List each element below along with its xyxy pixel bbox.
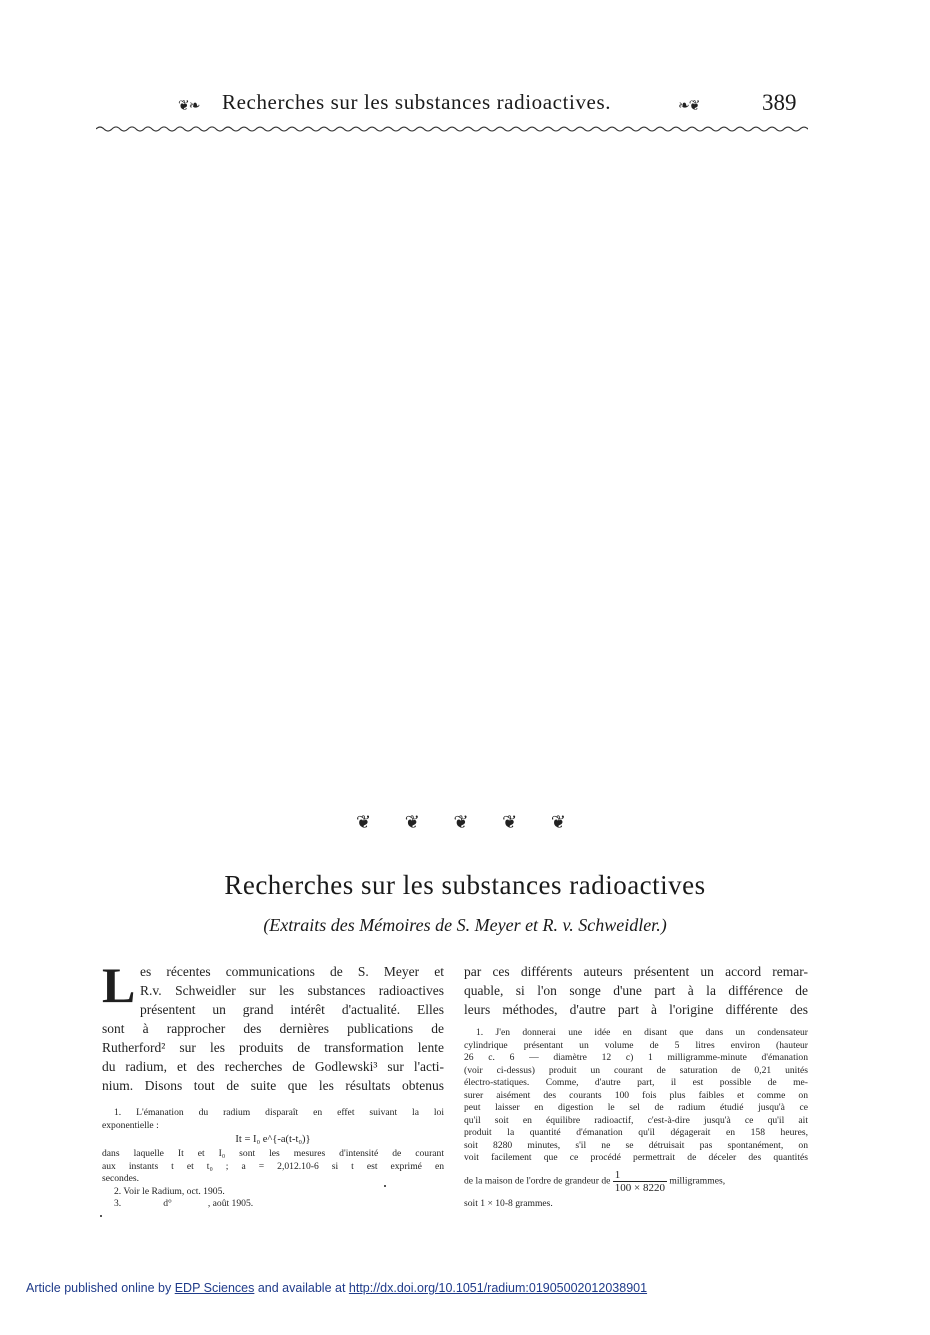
footnote-line: 1. L'émanation du radium disparaît en effet suivant la loi	[114, 1107, 444, 1118]
fraction-denominator: 100 × 8220	[614, 1181, 665, 1194]
fleuron-icon: ❦	[356, 812, 372, 833]
ornament-right-icon: ❧❦	[678, 98, 700, 114]
footnote-ditto: d°	[163, 1198, 172, 1209]
footnote-line: voit facilement que ce procédé permettrait de déceler des quantités	[464, 1152, 808, 1163]
footnote-line: soit 1 × 10-8 grammes.	[464, 1197, 553, 1209]
publisher-link[interactable]: EDP Sciences	[174, 1281, 255, 1295]
footnote-line: produit la quantité d'émanation qu'il dégagerait en 158 heures,	[464, 1127, 808, 1138]
article-title: Recherches sur les substances radioactives	[224, 870, 706, 900]
footnote-line: (voir ci-dessus) produit un courant de saturation de 0,21 unités	[464, 1064, 808, 1076]
footnote-line: électro-statiques. Comme, d'autre part, il est possible de me-	[464, 1077, 808, 1088]
footnote-line: 2. Voir le Radium, oct. 1905.	[114, 1185, 225, 1197]
right-column	[464, 962, 808, 1210]
body-line: R.v. Schweidler sur les substances radioactives	[140, 983, 444, 998]
footnote-line: exponentielle :	[102, 1119, 159, 1131]
scan-speck	[100, 1215, 102, 1217]
page-number: 389	[762, 90, 797, 115]
running-head	[0, 88, 930, 122]
fraction-numerator: 1	[613, 1169, 667, 1182]
wavy-rule-divider	[96, 124, 808, 134]
footnote-line: 26 c. 6 — diamètre 12 c) 1 milligramme-minute d'émanation	[464, 1052, 808, 1063]
fleuron-icon: ❦	[502, 812, 518, 833]
fraction	[613, 1169, 667, 1194]
article-subtitle: (Extraits des Mémoires de S. Meyer et R. v. Schweidler.)	[263, 915, 667, 935]
footnote-line: surer aisément des courants 100 fois plus faibles et comme on	[464, 1089, 808, 1101]
footnote-line: qu'il soit en équilibre radioactif, c'est-à-dire jusqu'à ce qu'il ait	[464, 1114, 808, 1126]
opening-paragraph	[102, 957, 444, 1095]
footnotes-right	[464, 1027, 808, 1210]
footnote-line: peut laisser en digestion le sel de radium étudié jusqu'à ce	[464, 1102, 808, 1113]
body-line: présentent un grand intérêt d'actualité. Elles	[140, 1002, 444, 1017]
drop-cap: L	[102, 957, 136, 1013]
doi-link[interactable]: http://dx.doi.org/10.1051/radium:01905002012038901	[348, 1281, 648, 1295]
footnote-line: dans laquelle It et I₀ sont les mesures d'intensité de courant	[102, 1148, 444, 1159]
footnote-fraction-line	[464, 1169, 808, 1194]
fleuron-icon: ❦	[453, 812, 469, 833]
body-line: sont à rapprocher des dernières publications de	[102, 1021, 444, 1036]
footnote-text: de la maison de l'ordre de grandeur de	[464, 1175, 611, 1187]
footnote-line: 1. J'en donnerai une idée en disant que dans un condensateur	[476, 1027, 808, 1038]
fleuron-icon: ❦	[550, 812, 566, 833]
body-line: du radium, et des recherches de Godlewski³ sur l'acti-	[102, 1059, 444, 1074]
body-line: nium. Disons tout de suite que les résultats obtenus	[102, 1078, 444, 1093]
footnote-line	[102, 1198, 444, 1211]
scan-speck	[384, 1185, 386, 1187]
footnote-date: , août 1905.	[207, 1198, 254, 1209]
fleuron-icon: ❦	[404, 812, 420, 833]
footnote-line: soit 8280 minutes, s'il ne se détruisait pas spontanément, on	[464, 1139, 808, 1151]
footnote-line: aux instants t et t₀ ; a = 2,012.10-6 si t est exprimé en	[102, 1160, 444, 1172]
footnote-formula: It = I₀ e^{-a(t-t₀)}	[235, 1134, 311, 1145]
publication-footer	[26, 1281, 647, 1295]
footer-middle: and available at	[254, 1281, 349, 1295]
footer-prefix: Article published online by	[26, 1281, 175, 1295]
footnote-line: secondes.	[102, 1173, 140, 1184]
footnote-number: 3.	[114, 1198, 122, 1209]
footnotes-left	[102, 1107, 444, 1211]
footnote-line: cylindrique présentant un volume de 5 litres environ (hauteur	[464, 1039, 808, 1051]
running-head-title: Recherches sur les substances radioactives.	[222, 90, 612, 114]
fleuron-separator	[356, 812, 566, 836]
body-line: Rutherford² sur les produits de transformation lente	[102, 1040, 444, 1055]
body-line: es récentes communications de S. Meyer et	[140, 964, 444, 979]
left-column	[102, 957, 444, 1211]
body-line: par ces différents auteurs présentent un accord remar-	[464, 964, 808, 979]
footnote-text: milligrammes,	[669, 1175, 726, 1187]
ornament-left-icon: ❦❧	[178, 98, 200, 114]
body-line: quable, si l'on songe d'une part à la différence de	[464, 983, 808, 998]
body-line: leurs méthodes, d'autre part à l'origine différente des	[464, 1002, 808, 1017]
